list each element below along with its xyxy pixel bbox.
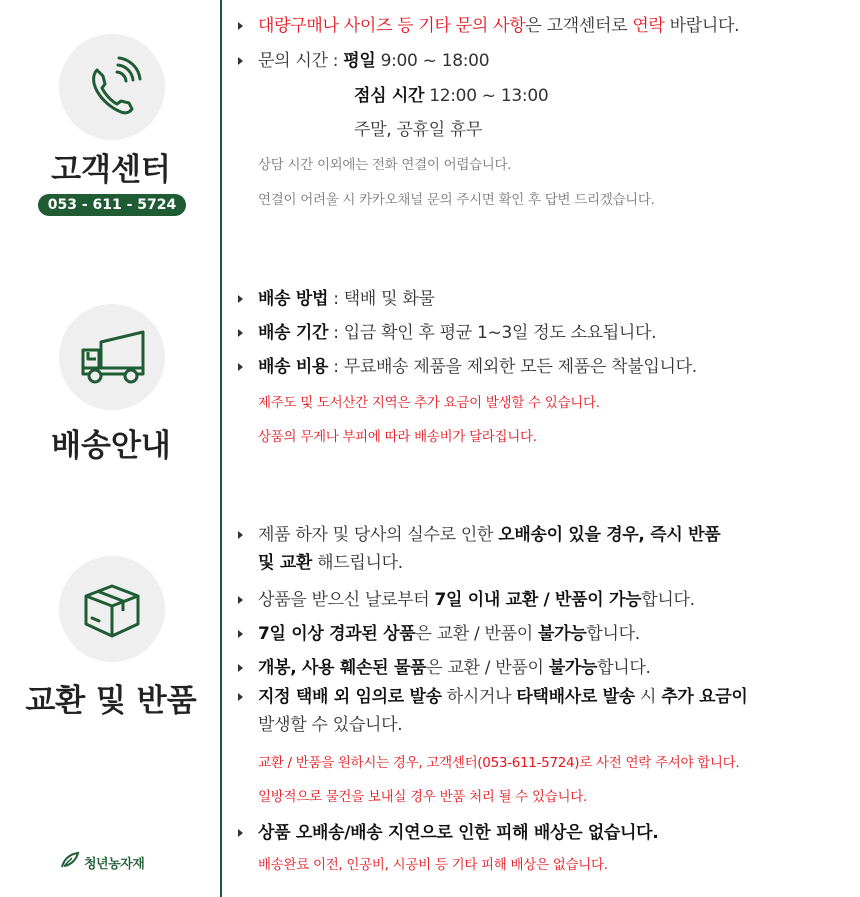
exchange-line-1: 제품 하자 및 당사의 실수로 인한 오배송이 있을 경우, 즉시 반품 <box>258 525 721 545</box>
delivery-period: 배송 기간 : 입금 확인 후 평균 1~3일 정도 소요됩니다. <box>258 323 657 343</box>
leaf-logo-icon <box>60 851 80 873</box>
exchange-line-5-cont: 발생할 수 있습니다. <box>258 715 403 735</box>
bullet-icon <box>238 531 243 539</box>
cs-phone-badge: 053 - 611 - 5724 <box>38 194 186 216</box>
delivery-method: 배송 방법 : 택배 및 화물 <box>258 289 435 309</box>
bullet-icon <box>238 693 243 701</box>
exchange-note-2: 일방적으로 물건을 보내실 경우 반품 처리 될 수 있습니다. <box>258 789 587 805</box>
delivery-cost: 배송 비용 : 무료배송 제품을 제외한 모든 제품은 착불입니다. <box>258 357 697 377</box>
delivery-title: 배송안내 <box>51 428 171 464</box>
exchange-note-3: 배송완료 이전, 인공비, 시공비 등 기타 피해 배상은 없습니다. <box>258 857 608 873</box>
exchange-line-5: 지정 택배 외 임의로 발송 하시거나 타택배사로 발송 시 추가 요금이 <box>258 687 748 707</box>
cs-hours-weekday: 문의 시간 : 평일 9:00 ~ 18:00 <box>258 51 490 71</box>
bullet-icon <box>238 57 243 65</box>
bullet-icon <box>238 664 243 672</box>
cs-note-1: 상담 시간 이외에는 전화 연결이 어렵습니다. <box>258 157 512 173</box>
phone-icon <box>59 34 165 140</box>
exchange-line-3: 7일 이상 경과된 상품은 교환 / 반품이 불가능합니다. <box>258 624 640 644</box>
brand-name: 청년농자재 <box>84 856 145 872</box>
cs-note-2: 연결이 어려울 시 카카오채널 문의 주시면 확인 후 답변 드리겠습니다. <box>258 192 655 208</box>
exchange-note-1: 교환 / 반품을 원하시는 경우, 고객센터(053-611-5724)로 사전 연락 주셔야 합니다. <box>258 755 740 771</box>
cs-title: 고객센터 <box>51 152 171 188</box>
bullet-icon <box>238 22 243 30</box>
delivery-note-2: 상품의 무게나 부피에 따라 배송비가 달라집니다. <box>258 429 537 445</box>
exchange-title: 교환 및 반품 <box>25 683 197 719</box>
box-icon <box>59 556 165 662</box>
bullet-icon <box>238 363 243 371</box>
bullet-icon <box>238 596 243 604</box>
exchange-line-4: 개봉, 사용 훼손된 물품은 교환 / 반품이 불가능합니다. <box>258 658 651 678</box>
exchange-line-1-cont: 및 교환 해드립니다. <box>258 553 403 573</box>
cs-line-1: 대량구매나 사이즈 등 기타 문의 사항은 고객센터로 연락 바랍니다. <box>258 16 740 36</box>
bullet-icon <box>238 329 243 337</box>
bullet-icon <box>238 630 243 638</box>
cs-hours-lunch: 점심 시간 12:00 ~ 13:00 <box>354 86 549 106</box>
bullet-icon <box>238 295 243 303</box>
truck-icon <box>59 304 165 410</box>
brand-logo <box>60 852 144 872</box>
bullet-icon <box>238 829 243 837</box>
delivery-note-1: 제주도 및 도서산간 지역은 추가 요금이 발생할 수 있습니다. <box>258 395 600 411</box>
exchange-line-6: 상품 오배송/배송 지연으로 인한 피해 배상은 없습니다. <box>258 823 659 843</box>
cs-hours-weekend: 주말, 공휴일 휴무 <box>354 120 483 140</box>
exchange-line-2: 상품을 받으신 날로부터 7일 이내 교환 / 반품이 가능합니다. <box>258 590 695 610</box>
